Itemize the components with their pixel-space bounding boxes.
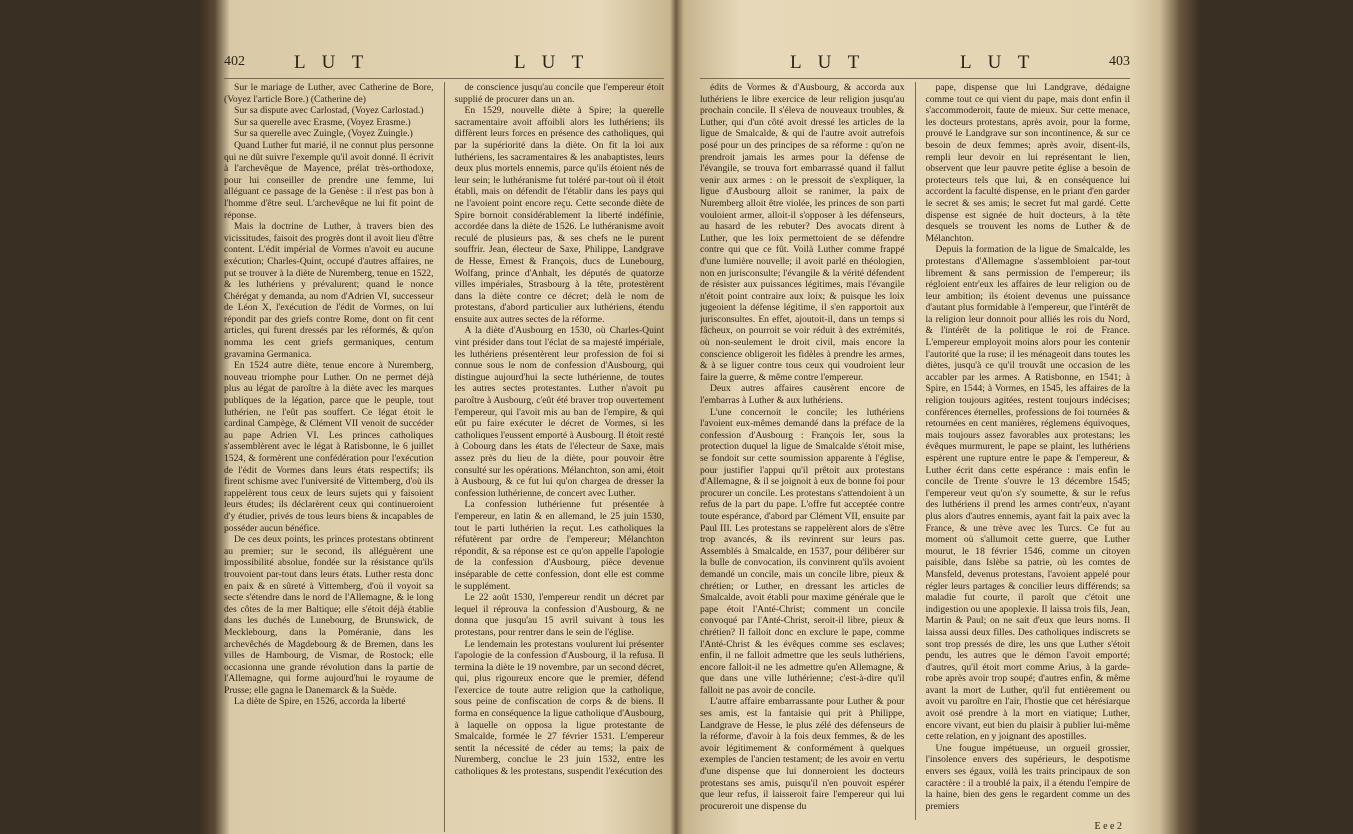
paragraph: En 1529, nouvelle diète à Spire; la querelle sacramentaire avoit affoibli alors les luthériens; ils diffèrent leurs forces en présence des catholiques, qui par la supériorité dans la diète. On fit la loi aux luthériens, les sacramentaires & les anabaptistes, leurs deux plus mortels ennemis, parce qu'ils étoient nés de leur sein; le luthéranisme fut toléré par-tout où il étoit établi, mais on défendit de l'établir dans les pays qui ne l'avoient point encore reçu. Cette seconde diète de Spire bornoit considérablement la liberté indéfinie, accordée dans la diète de 1526. Le luthéranisme avoit reculé de plusieurs pas, & ses chefs ne le purent souffrir. Jean, électeur de Saxe, Philippe, Landgrave de Hesse, Ernest & François, ducs de Lunebourg, Wolfang, prince d'Anhalt, les députés de quatorze villes impériales, Strasbourg à la tête, protestèrent dans la diète contre ce décret; delà le nom de protestans, d'abord particulier aux luthériens, étendu ensuite aux autres sectes de la réforme. <box>454 105 664 325</box>
paragraph: L'une concernoit le concile; les luthériens l'avoient eux-mêmes demandé dans la préface de la confession d'Ausbourg : François Ier, sous la protection duquel la ligue de Smalcalde s'étoit mise, se fondoit sur cette soumission apparente à l'église, pour justifier l'appui qu'il prêtoit aux protestans d'Allemagne, & il se joignoit à eux de bonne foi pour procurer un concile. Les protestans s'attendoient à un refus de la part du pape. L'offre fut acceptée contre toute espérance, d'abord par Clément VII, ensuite par Paul III. Les protestans se rappelèrent alors de s'être trop avancés, & ils revinrent sur leurs pas. Assemblés à Smalcalde, en 1537, pour délibérer sur la bulle de convocation, ils convinrent qu'ils avoient demandé un concile, mais un concile libre, pieux & chrétien; or Luther, en dressant les articles de Smalcalde, avoit établi pour maxime générale que le pape étoit l'Anté-Christ; comment un concile convoqué par l'Anté-Christ, seroit-il libre, pieux & chrétien? Il falloit donc en exclure le pape, comme l'Anté-Christ & les évêques comme ses esclaves; enfin, il ne falloit admettre que les seuls luthériens, encore falloit-il ne les admettre qu'en Allemagne, & que dans une ville luthérienne; c'est-à-dire qu'il falloit ne pas avoir de concile. <box>700 406 905 696</box>
signature-mark: E e e 2 <box>1094 821 1122 832</box>
paragraph: Sur sa querelle avec Erasme, (Voyez Erasme.) <box>234 116 411 128</box>
left-running-head-2: L U T <box>514 52 590 73</box>
paragraph: En 1524 autre diète, tenue encore à Nuremberg, nouveau triomphe pour Luther. On ne permet déjà plus au légat de paroître à la diète avec les marques publiques de la légation, parce que le peuple, tout luthérien, ne l'eût pas souffert. Ce légat étoit le cardinal Campège, & Clément VII venoit de succéder au pape Adrien VI. Les princes catholiques s'assemblèrent avec le légat à Ratisbonne, le 6 juillet 1524, & formèrent une confédération pour l'exécution de l'édit de Vormes dans leurs états respectifs; ils firent schisme avec l'université de Vittemberg, d'où ils rappelèrent tous ceux de leurs sujets qui y faisoient leurs études; ils déclarèrent ceux qui continueroient d'y étudier, privés de tous leurs biens & incapables de posséder aucun bénéfice. <box>224 360 434 534</box>
left-page <box>224 52 664 832</box>
column-rule <box>915 82 916 820</box>
right-column-1 <box>700 82 905 820</box>
right-page <box>700 52 1130 832</box>
paragraph: édits de Vormes & d'Ausbourg, & accorda aux luthériens le libre exercice de leur religion jusqu'au prochain concile. Il s'éleva de nouveaux troubles, & Luther, qui d'un côté avoit dressé les articles de la ligue de Smalcalde, & qui de l'autre avoit autrefois posé pour un des principes de sa réforme : qu'on ne prendroit jamais les armes pour la défense de l'évangile, se trouva fort embarrassé quand il fallut venir aux armes : on le pressoit de s'expliquer, la ligue d'Ausbourg alloit se ranimer, la paix de Nuremberg alloit être violée, les princes de son parti vouloient armer, alloit-il s'opposer à les défenseurs, au hasard de les rebuter? Des avocats dirent à Luther, que les loix permettoient de se défendre contre qui que ce fût. Voilà Luther comme frappé d'une lumière nouvelle; il avoit parlé en théologien, non en jurisconsulte; l'évangile & la vérité défendent de résister aux puissances légitimes, mais l'évangile n'étoit point contraire aux loix; & puisque les loix jugeoient la défense légitime, il s'en rapportoit aux jurisconsultes. En effet, ajoutoit-il, dans un temps si fâcheux, on pourroit se voir réduit à des extrémités, où non-seulement le droit civil, mais encore la conscience obligeroit les fidèles à prendre les armes, & à se liguer contre tous ceux qui voudroient leur faire la guerre, & même contre l'empereur. <box>700 82 905 383</box>
paragraph: De ces deux points, les princes protestans obtinrent au premier; sur le second, ils alléguèrent une impossibilité absolue, fondée sur la résistance qu'ils trouvoient par-tout dans leurs états. Luther resta donc en paix & en sûreté à Vittemberg, d'où il voyoit sa secte s'étendre dans le nord de l'Allemagne, & le long des côtes de la mer Baltique; elle s'étoit déjà établie dans les duchés de Lunebourg, de Brunswick, de Mecklebourg, dans la Poméranie, dans les archevêchés de Magdebourg & de Bremen, dans les villes de Hambourg, de Vismar, de Rostock; elle occasionna une grande révolution dans la partie de l'Allemagne, qui forme aujourd'hui le royaume de Prusse; elle gagna le Danemarck & la Suède. <box>224 534 434 696</box>
paragraph: Une fougue impétueuse, un orgueil grossier, l'insolence envers des supérieurs, le despotisme envers ses égaux, voilà les traits principaux de son caractère : il a troublé la paix, il a étendu l'empire de la haine, bien des gens le regardent comme un des premiers <box>925 742 1130 812</box>
paragraph: Quand Luther fut marié, il ne connut plus personne qui ne dût suivre l'exemple qu'il avoit donné. Il écrivit à l'archevêque de Mayence, prélat très-orthodoxe, pour lui conseiller de prendre une femme, lui alléguant ce passage de la Genèse : il n'est pas bon à l'homme d'être seul. L'archevêque ne lui fit point de réponse. <box>224 139 434 221</box>
left-page-number: 402 <box>224 54 245 69</box>
paragraph: Mais la doctrine de Luther, à travers bien des vicissitudes, faisoit des progrès dont il avoit lieu d'être content. L'édit impérial de Vormes n'avoit eu aucune exécution; Charles-Quint, occupé d'autres affaires, ne put se trouver à la diète de Nuremberg, tenue en 1522, & les luthériens y prévalurent; quand le nonce Chérégat y demanda, au nom d'Adrien VI, successeur de Léon X, l'exécution de l'édit de Vormes, on lui répondit par des griefs contre Rome, dont on fit cent articles, qui furent dressés par les réformés, & qu'on nomma les cent griefs germaniques, centum gravamina Germanica. <box>224 221 434 360</box>
paragraph: Sur le mariage de Luther, avec Catherine de Bore, (Voyez l'article Bore.) (Catherine de) <box>224 82 434 105</box>
paragraph: Depuis la formation de la ligue de Smalcalde, les protestans d'Allemagne s'assembloient par-tout librement & sans permission de l'empereur; ils régloient entr'eux les affaires de leur religion ou de leur ambition; ils étoient devenus une puissance d'autant plus formidable à l'empereur, que l'intérêt de la religion leur donnoit pour alliés les rois du Nord, & l'intérêt de la politique le roi de France. L'empereur employoit moins alors pour les contenir l'autorité que la ruse; il les ménageoit dans toutes les diètes, jusqu'à ce qu'il trouvât une occasion de les accabler par les armes. A Ratisbonne, en 1541; à Spire, en 1544; à Vormes, en 1545, les affaires de la religion toujours agitées, restent toujours indécises; conférences éternelles, professions de foi tournées & retournées en cent manières, réglemens équivoques, mais toujours assez favorables aux protestans; les évêques murmurent, le pape se plaint, les luthériens espèrent une rupture entre le pape & l'empereur, & Luther écrit dans cette espérance : mais enfin le concile de Trente s'ouvre le 13 décembre 1545; l'empereur veut qu'on s'y soumette, & sur le refus des luthériens il prend les armes contr'eux, n'ayant plus alors d'autres ennemis, ayant fait la paix avec la France, & une trève avec les Turcs. Ce fut au moment où s'allumoit cette guerre, que Luther mourut, le 18 février 1546, comme un citoyen paisible, dans Islèbe sa patrie, où les comtes de Mansfeld, devenus protestans, l'avoient appelé pour régler leurs partages & concilier leurs différends; sa maladie fut courte, il paroît que c'étoit une indigestion ou une apoplexie. Il laissa trois fils, Jean, Martin & Paul; on ne sait d'eux que leurs noms. Il laissa aussi deux filles. Des catholiques indiscrets se sont trop pressés de dire, les uns que Luther s'étoit pendu, les autres que le démon l'avoit emporté; d'autres, qu'il étoit mort comme Arius, à la garde-robe après avoir trop soupé; d'autres enfin, & même avant la mort de Luther, qu'il fut entièrement ou avoit vu paroître en l'air, l'hostie que cet hérésiarque avoit osé prendre à la mort en viatique; Luther, encore vivant, eut bien du plaisir à publier lui-même cette relation, en y joignant des apostilles. <box>925 244 1130 743</box>
paragraph: L'autre affaire embarrassante pour Luther & pour ses amis, est la fantaisie qui prit à Philippe, Landgrave de Hesse, le plus zélé des défenseurs de la réforme, d'avoir à la fois deux femmes, & de les avoir légitimement & conformément à quelques exemples de l'ancien testament; de les avoir en vertu d'une dispense que lui donneroient les docteurs protestans ses amis, puisqu'il n'en pouvoit espérer que leur refus, il laisseroit faire l'empereur qui lui procureroit une dispense du <box>700 696 905 812</box>
paragraph: Sur sa querelle avec Zuingle, (Voyez Zuingle.) <box>234 128 413 140</box>
paragraph: A la diète d'Ausbourg en 1530, où Charles-Quint vint présider dans tout l'éclat de sa majesté impériale, les luthériens présentèrent leur profession de foi si connue sous le nom de confession d'Ausbourg, qui distingue aujourd'hui la secte luthérienne, de toutes les autres sectes protestantes. Luther n'avoit pu paroître à Ausbourg, c'eût été braver trop ouvertement l'empereur, qui l'avoit mis au ban de l'empire, & qui eût pu faire exécuter le décret de Vormes, si les catholiques l'eussent emporté à Ausbourg. Il étoit resté à Cobourg dans les états de l'électeur de Saxe, mais assez près du lieu de la diète, pour pouvoir être consulté sur les opérations. Mélanchton, son ami, étoit à Ausbourg, & ce fut lui qu'on chargea de dresser la confession luthérienne, de concert avec Luther. <box>454 325 664 499</box>
right-running-head-2: L U T <box>960 52 1036 73</box>
paragraph: Deux autres affaires causèrent encore de l'embarras à Luther & aux luthériens. <box>700 383 905 407</box>
paragraph: Le lendemain les protestans voulurent lui présenter l'apologie de la confession d'Ausbourg, il la refusa. Il termina la diète le 19 novembre, par un second décret, qui, plus rigoureux encore que le premier, défend l'exercice de toute autre religion que la catholique, sous peine de confiscation de corps & de biens. Il forma en conséquence la ligue catholique d'Ausbourg, à laquelle on opposa la ligue protestante de Smalcalde, formée le 27 février 1531. L'empereur sentit la nécessité de céder au tems; la paix de Nuremberg, conclue le 23 juin 1532, entre les catholiques & les protestans, suspendit l'exécution des <box>454 638 664 778</box>
paragraph: La diète de Spire, en 1526, accorda la liberté <box>234 696 406 708</box>
paragraph: Le 22 août 1530, l'empereur rendit un décret par lequel il réprouva la confession d'Ausbourg, & ne donna que jusqu'au 15 avril suivant à tous les protestans, pour rentrer dans le sein de l'église. <box>454 592 664 638</box>
paragraph: Sur sa dispute avec Carlostad, (Voyez Carlostad.) <box>234 105 424 117</box>
left-column-1 <box>224 82 434 832</box>
paragraph: pape, dispense que lui Landgrave, dédaigne comme tout ce qui vient du pape, mais dont enfin il s'accommoderoit, faute de mieux. Sur cette menace, les docteurs protestans, après avoir, pour la forme, prouvé le Landgrave sur son incontinence, & sur ce besoin de deux femmes; après avoir, disent-ils, rempli leur devoir en lui représentant le lien, observent que leur pauvre petite église a besoin de protecteurs tels que lui, & en conséquence lui accordent la faculté dispense, en le priant d'en garder le secret & ses amis; le secret fut mal gardé. Cette dispense est signée de huit docteurs, à la tête desquels se trouvent les noms de Luther & de Mélanchton. <box>925 82 1130 244</box>
right-page-number: 403 <box>1109 54 1130 69</box>
right-page-header <box>700 52 1130 79</box>
column-rule <box>444 82 445 832</box>
paragraph: La confession luthérienne fut présentée à l'empereur, en latin & en allemand, le 25 juin 1530, tout le parti luthérien la reçut. Les catholiques la réfutèrent par ordre de l'empereur; Mélanchton répondit, & sa réponse est ce qu'on appelle l'apologie de la confession d'Ausbourg, pièce devenue inséparable de cette confession, dont elle est comme le supplément. <box>454 499 664 592</box>
right-running-head: L U T <box>790 52 866 73</box>
paragraph: de conscience jusqu'au concile que l'empereur étoit supplié de procurer dans un an. <box>454 82 664 105</box>
right-column-2 <box>926 82 1131 820</box>
left-column-2 <box>455 82 665 832</box>
left-running-head: L U T <box>294 52 370 73</box>
left-page-header <box>224 52 664 79</box>
